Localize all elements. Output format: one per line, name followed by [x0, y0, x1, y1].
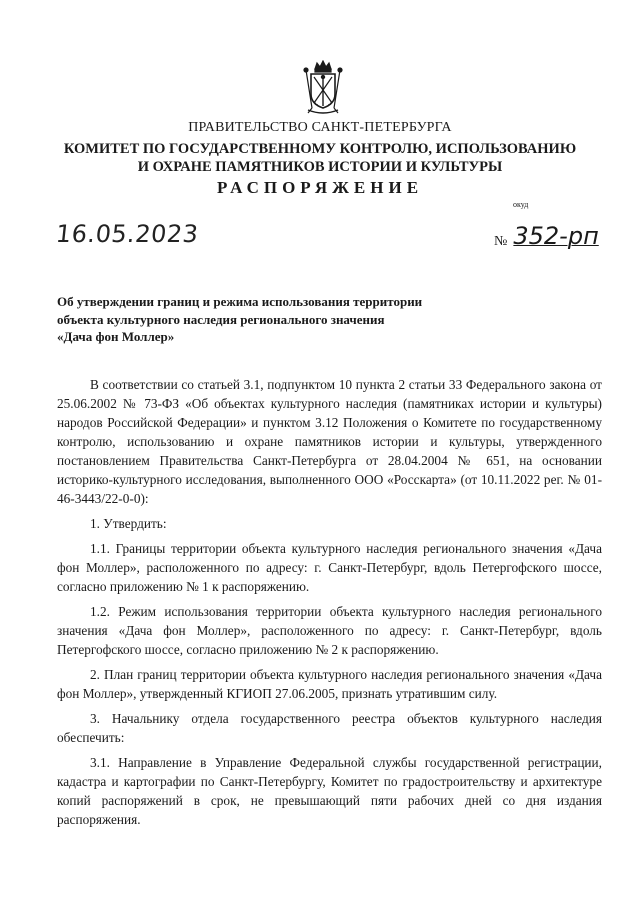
committee-name-line1: КОМИТЕТ ПО ГОСУДАРСТВЕННОМУ КОНТРОЛЮ, ИСПОЛЬЗОВАНИЮ	[63, 141, 577, 157]
clause-1-2: 1.2. Режим использования территории объекта культурного наследия регионального значения «Дача фон Моллер», расположенного по адресу: г. Санкт-Петербург, вдоль Петергофского шоссе, согласно приложению № 2 к распоряжению.	[57, 604, 602, 657]
number-value: 352-рп	[513, 222, 599, 250]
okud-label: окуд	[513, 200, 529, 209]
clause-1-1: 1.1. Границы территории объекта культурного наследия регионального значения «Дача фон Моллер», расположенного по адресу: г. Санкт-Петербург, вдоль Петергофского шоссе, согласно приложению № 1 к распоряжению.	[57, 541, 602, 594]
subject-line: Об утверждении границ и режима использования территории	[57, 294, 423, 309]
clause-2: 2. План границ территории объекта культурного наследия регионального значения «Дача фон Моллер», утвержденный КГИОП 27.06.2005, признать утратившим силу.	[57, 667, 602, 701]
document-subject	[57, 293, 477, 346]
document-body	[57, 375, 602, 835]
document-date: 16.05.2023	[54, 220, 200, 248]
number-sign: №	[494, 234, 508, 249]
subject-line: объекта культурного наследия регионального значения	[57, 311, 385, 327]
document-type: РАСПОРЯЖЕНИЕ	[216, 178, 424, 197]
clause-1: 1. Утвердить:	[90, 516, 167, 531]
clause-3-1: 3.1. Направление в Управление Федеральной службы государственной регистрации, кадастра и картографии по Санкт-Петербургу, Комитет по градостроительству и архитектуре копий распоряжений в срок, не превышающий пяти рабочих дней со дня издания распоряжения.	[57, 755, 602, 827]
preamble-paragraph: В соответствии со статьей 3.1, подпунктом 10 пункта 2 статьи 33 Федерального закона от 25.06.2002 № 73-ФЗ «Об объектах культурного наследия (памятниках истории и культуры) народов Российской Федерации» и пунктом 3.12 Положения о Комитете по государственному контролю, использованию и охране памятников истории и культуры, утвержденного постановлением Правительства Санкт-Петербурга от 28.04.2004 № 651, на основании историко-культурного исследования, выполненного ООО «Росскарта» (от 10.11.2022 рег. № 01-46-3443/22-0-0):	[57, 377, 602, 506]
subject-line: «Дача фон Моллер»	[57, 329, 175, 344]
committee-name-line2: И ОХРАНЕ ПАМЯТНИКОВ ИСТОРИИ И КУЛЬТУРЫ	[137, 159, 503, 175]
government-name: ПРАВИТЕЛЬСТВО САНКТ-ПЕТЕРБУРГА	[188, 120, 452, 135]
document-number	[494, 222, 599, 250]
saint-petersburg-coat-of-arms-icon	[300, 60, 346, 116]
clause-3: 3. Начальнику отдела государственного реестра объектов культурного наследия обеспечить:	[57, 711, 602, 745]
